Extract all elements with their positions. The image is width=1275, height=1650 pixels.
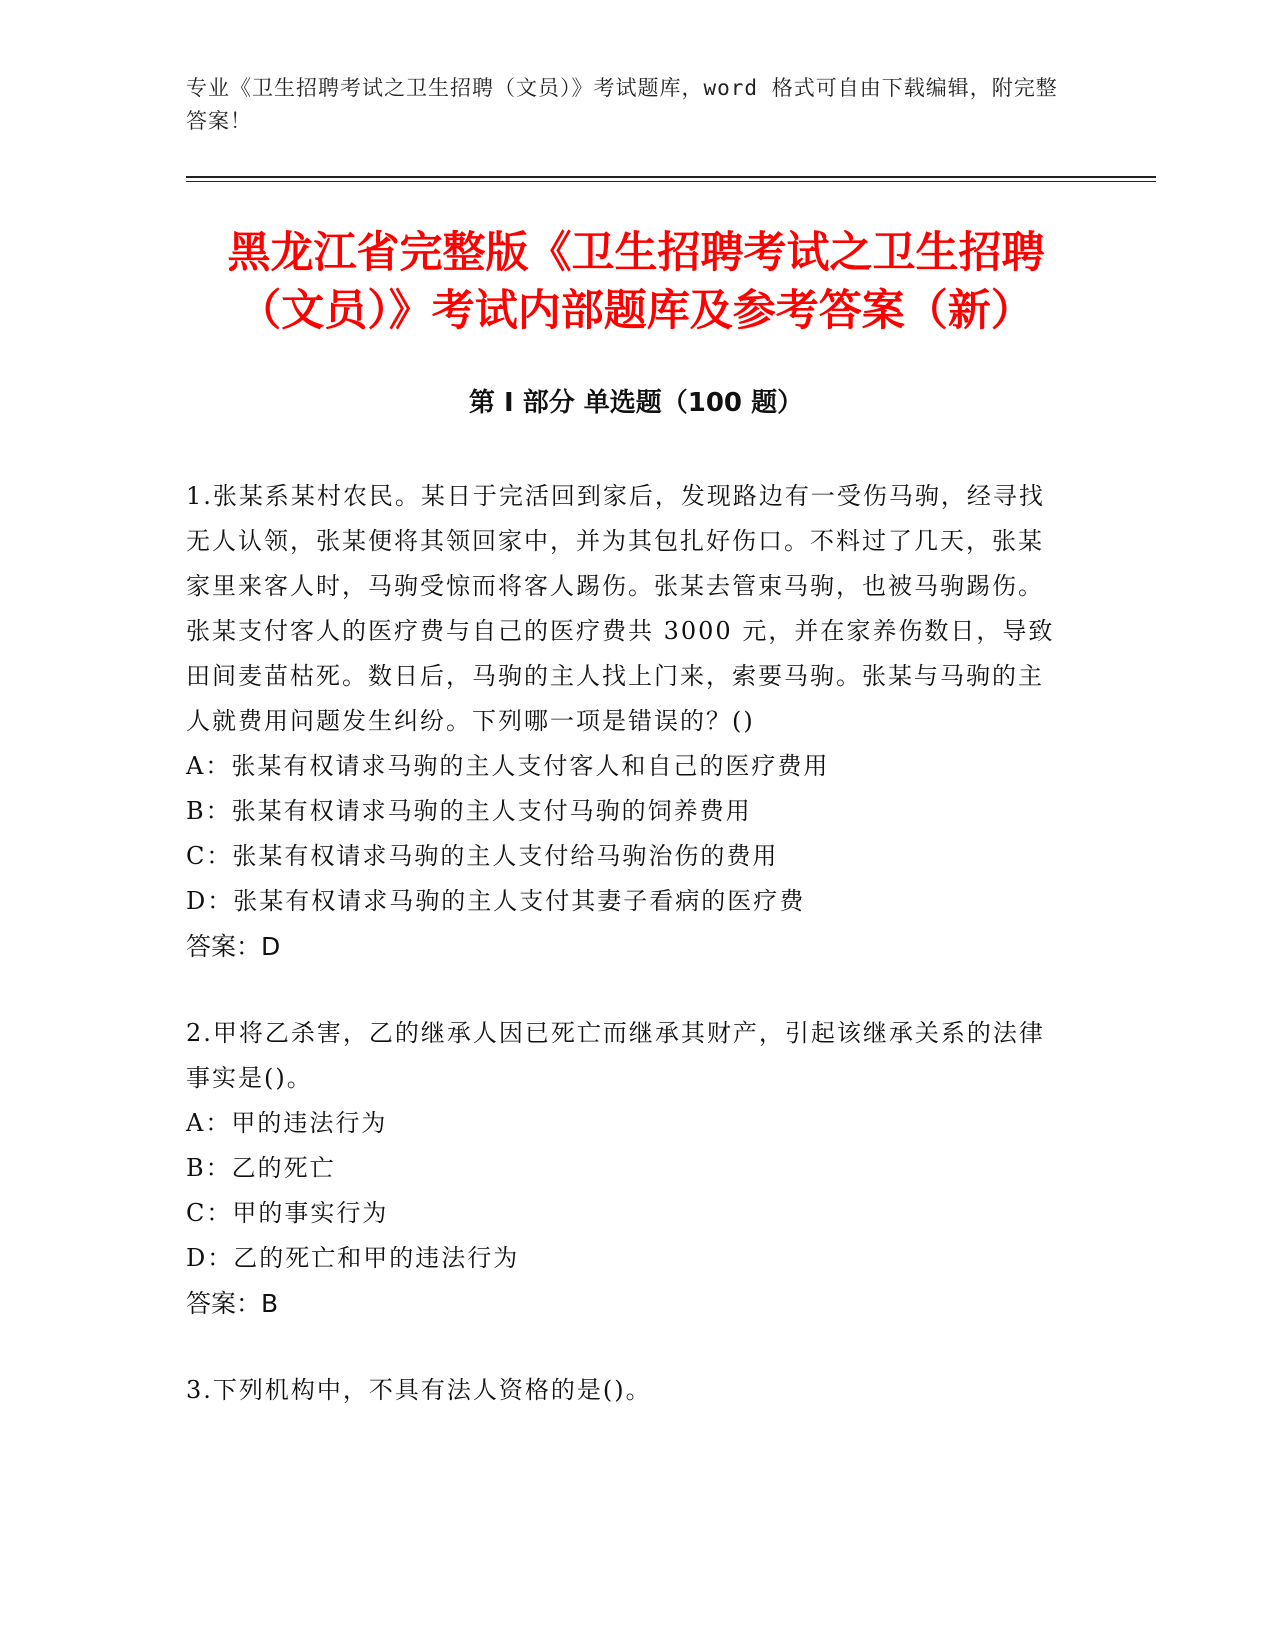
question-text: 1.张某系某村农民。某日于完活回到家后，发现路边有一受伤马驹，经寻找无人认领，张某便将其领回家中，并为其包扎好伤口。不料过了几天，张某家里来客人时，马驹受惊而将客人踢伤。张某去管束马驹，也被马驹踢伤。张某支付客人的医疗费与自己的医疗费共 3000 元，并在家养伤数日，导致田间麦苗枯死。数日后，马驹的主人找上门来，索要马驹。张某与马驹的主人就费用问题发生纠纷。下列哪一项是错误的？() — [186, 482, 1055, 735]
section-title: 第 I 部分 单选题（100 题） — [468, 388, 804, 418]
document-title: 黑龙江省完整版《卫生招聘考试之卫生招聘（文员）》考试内部题库及参考答案（新） — [227, 228, 1045, 336]
question-2 — [186, 1011, 1066, 1326]
header-note: 专业《卫生招聘考试之卫生招聘（文员）》考试题库，word 格式可自由下载编辑，附完整答案！ — [186, 76, 1058, 133]
option-b: B：乙的死亡 — [186, 1154, 336, 1182]
option-b: B：张某有权请求马驹的主人支付马驹的饲养费用 — [186, 797, 752, 825]
option-c: C：张某有权请求马驹的主人支付给马驹治伤的费用 — [186, 842, 779, 870]
header-rule-thick — [186, 176, 1156, 178]
question-list — [186, 474, 1066, 1455]
question-3 — [186, 1368, 1066, 1413]
option-d: D：乙的死亡和甲的违法行为 — [186, 1244, 520, 1272]
question-1 — [186, 474, 1066, 969]
answer: 答案：B — [186, 1289, 279, 1318]
option-d: D：张某有权请求马驹的主人支付其妻子看病的医疗费 — [186, 887, 806, 915]
question-text: 2.甲将乙杀害，乙的继承人因已死亡而继承其财产，引起该继承关系的法律事实是()。 — [186, 1019, 1045, 1092]
question-text: 3.下列机构中，不具有法人资格的是()。 — [186, 1376, 652, 1404]
option-a: A：甲的违法行为 — [186, 1109, 388, 1137]
header-rule-thin — [186, 181, 1156, 182]
answer: 答案：D — [186, 932, 281, 961]
option-c: C：甲的事实行为 — [186, 1199, 389, 1227]
option-a: A：张某有权请求马驹的主人支付客人和自己的医疗费用 — [186, 752, 830, 780]
